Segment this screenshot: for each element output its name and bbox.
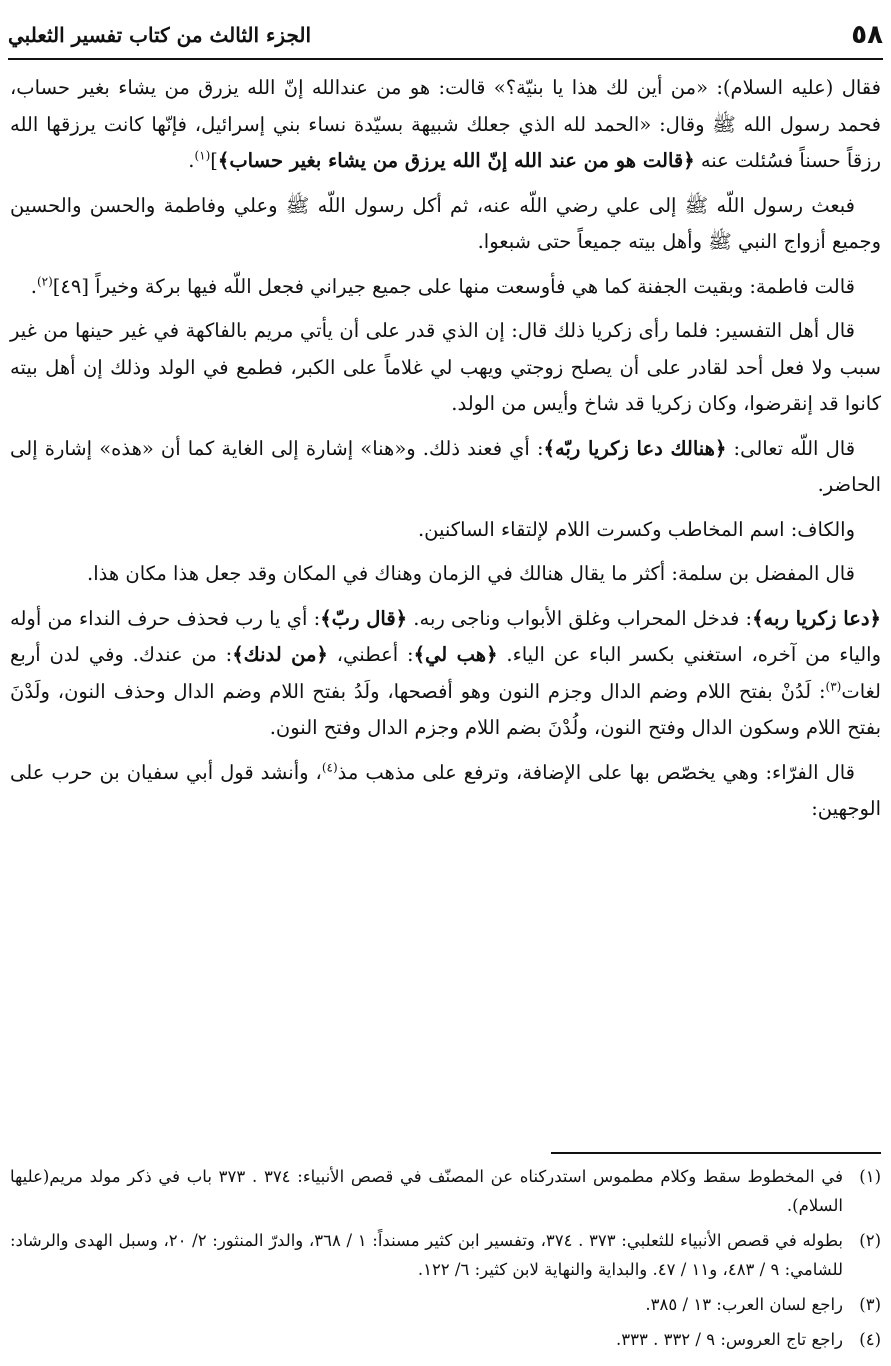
paragraph-5 <box>10 431 881 504</box>
footnote-3 <box>10 1290 881 1319</box>
paragraph-9 <box>10 755 881 828</box>
p8-text-4: : من عندك. وفي لدن أربع لغات <box>10 643 881 703</box>
p9-rest: ، وأنشد قول أبي سفيان بن حرب على الوجهين: <box>10 760 881 820</box>
p3-text: قالت فاطمة: وبقيت الجفنة كما هي فأوسعت منها على جميع جيراني فجعل اللّه فيها بركة وخيراً [٤٩] <box>52 274 855 298</box>
p8-text-3: : أعطني، <box>327 643 414 666</box>
p5-quran-quote: ﴿هنالك دعا زكريا ربّه﴾ <box>543 436 727 460</box>
p3-end: . <box>30 274 37 298</box>
footnote-text: راجع تاج العروس: ٩ / ٣٣٢ . ٣٣٣. <box>615 1330 843 1349</box>
p5-text: قال اللّه تعالى: <box>726 436 856 460</box>
footnote-ref-2: (٢) <box>36 274 53 288</box>
footnotes <box>10 1162 881 1360</box>
footnote-ref-4: (٤) <box>321 760 338 774</box>
paragraph-2: فبعث رسول اللّه ﷺ إلى علي رضي اللّه عنه، ثم أكل رسول اللّه ﷺ وعلي وفاطمة والحسن والحسين وجميع أزواج النبي ﷺ وأهل بيته جميعاً حتى شبعوا. <box>10 193 881 253</box>
paragraph-1 <box>10 70 881 180</box>
paragraph-3 <box>10 269 881 306</box>
p1-bracket: ] <box>210 149 218 172</box>
p8-quote-2: ﴿قال ربّ﴾ <box>320 606 408 630</box>
footnote-ref-1: (١) <box>194 148 211 163</box>
footnote-4 <box>10 1325 881 1354</box>
footnote-ref-3: (٣) <box>825 679 842 693</box>
paragraph-6: والكاف: اسم المخاطب وكسرت اللام لإلتقاء الساكنين. <box>417 517 855 541</box>
running-title: الجزء الثالث من كتاب تفسير الثعلبي <box>8 23 311 47</box>
main-text <box>10 70 881 836</box>
paragraph-8 <box>10 601 881 747</box>
p1-end: . <box>188 149 195 172</box>
footnote-number: (٢) <box>859 1231 881 1250</box>
p1-quran-quote: ﴿قالت هو من عند الله إنّ الله يرزق من يشاء بغير حساب﴾ <box>217 149 695 172</box>
page-number: ٥٨ <box>851 20 883 50</box>
footnote-1 <box>10 1162 881 1220</box>
p8-text-5: : لَدُنْ بفتح اللام وضم الدال وجزم النون وهو أفصحها، ولَدُ بفتح اللام وضم الدال وحذف النون، ولَدْنَ بفتح اللام وسكون الدال وفتح النون، ولُدْنَ بضم اللام وجزم الدال وفتح النون. <box>10 679 881 739</box>
footnote-text: راجع لسان العرب: ١٣ / ٣٨٥. <box>645 1295 843 1314</box>
footnote-text: في المخطوط سقط وكلام مطموس استدركناه عن المصنّف في قصص الأنبياء: ٣٧٤ . ٣٧٣ باب في ذكر مولد مريم(عليها السلام). <box>10 1167 843 1215</box>
footnote-number: (٣) <box>859 1295 881 1314</box>
p8-quote-4: ﴿من لدنك﴾ <box>232 643 328 666</box>
paragraph-7: قال المفضل بن سلمة: أكثر ما يقال هنالك في الزمان وهناك في المكان وقد جعل هذا مكان هذا. <box>87 562 855 585</box>
p1-text: فقال (عليه السلام): «من أين لك هذا يا بنيّة؟» قالت: هو من عندالله إنّ الله يزرق من يشاء بغير حساب، فحمد رسول الله ﷺ وقال: «الحمد لله الذي جعلك شبيهة بسيّدة نساء بني إسرائيل، فإنّها كانت يرزقها الله رزقاً حسناً فسُئلت عنه <box>10 76 881 172</box>
p5-rest: : أي فعند ذلك. و«هنا» إشارة إلى الغاية كما أن «هذه» إشارة إلى الحاضر. <box>10 436 881 496</box>
footnote-number: (٤) <box>859 1330 881 1349</box>
footnote-text: بطوله في قصص الأنبياء للثعلبي: ٣٧٣ . ٣٧٤، وتفسير ابن كثير مسنداً: ١ / ٣٦٨، والدرّ المنثور: ٢/ ٢٠، وسبل الهدى والرشاد: للشامي: ٩ / ٤٨٣، و١١ / ٤٧. والبداية والنهاية لابن كثير: ٦/ ١٢٢. <box>10 1231 843 1279</box>
page-header <box>8 12 883 60</box>
p8-text-1: : فدخل المحراب وغلق الأبواب وناجى ربه. <box>407 606 753 630</box>
footnote-number: (١) <box>859 1167 881 1186</box>
footnote-divider <box>551 1152 881 1154</box>
p8-quote-1: ﴿دعا زكريا ربه﴾ <box>752 606 881 630</box>
p8-text-2: : أي يا رب فحذف حرف النداء من أوله والياء من آخره، استغني بكسر الباء عن الياء. <box>10 606 882 666</box>
paragraph-4: قال أهل التفسير: فلما رأى زكريا ذلك قال: إن الذي قدر على أن يأتي مريم بالفاكهة في غير حينها من غير سبب ولا فعل أحد لقادر على أن يصلح زوجتي ويهب لي غلاماً على الكبر، فطمع في الولد وذلك إن أهل بيته كانوا قد إنقرضوا، وكان زكريا قد شاخ وأيس من الولد. <box>10 319 881 415</box>
footnote-2 <box>10 1226 881 1284</box>
p9-text: قال الفرّاء: وهي يخصّص بها على الإضافة، وترفع على مذهب مذ <box>337 760 856 784</box>
p8-quote-3: ﴿هب لي﴾ <box>413 643 498 666</box>
